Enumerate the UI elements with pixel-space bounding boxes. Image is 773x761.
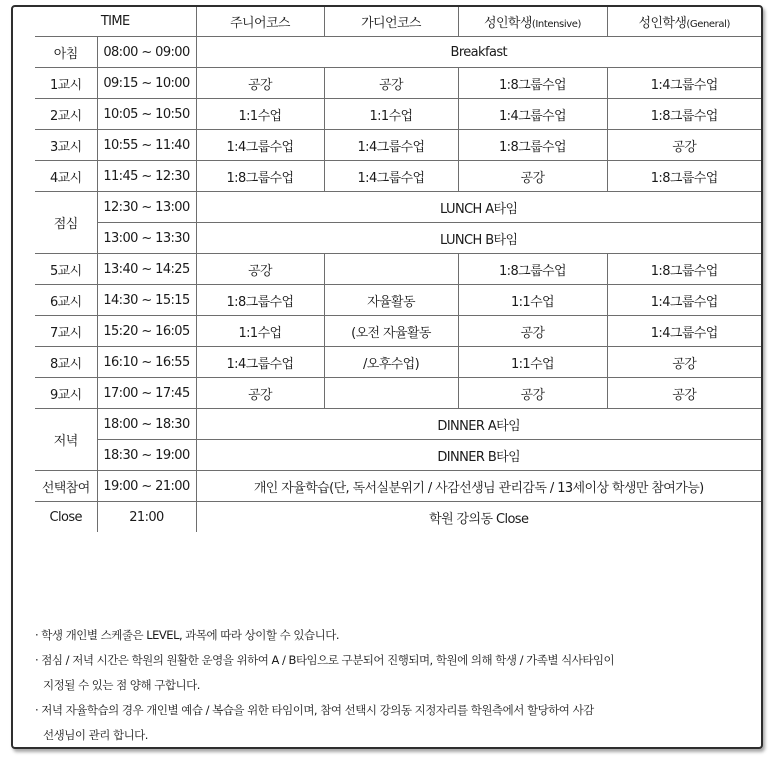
table-row-period-8 bbox=[35, 347, 761, 378]
self-study-cell: 개인 자율학습(단, 독서실분위기 / 사감선생님 관리감독 / 13세이상 학생만 참여가능) bbox=[196, 471, 761, 502]
junior-cell: 공강 bbox=[196, 254, 324, 285]
notes-section bbox=[35, 623, 735, 748]
row-label: 3교시 bbox=[35, 130, 97, 161]
header-guardian-course: 가디언코스 bbox=[324, 7, 458, 37]
guardian-cell: 공강 bbox=[324, 68, 458, 99]
row-label: Close bbox=[49, 509, 82, 525]
adult-general-cell: 1:4그룹수업 bbox=[607, 316, 761, 347]
junior-cell: 1:1수업 bbox=[196, 99, 324, 130]
guardian-cell: 자율활동 bbox=[324, 285, 458, 316]
guardian-cell: 1:4그룹수업 bbox=[324, 161, 458, 192]
breakfast-cell: Breakfast bbox=[196, 37, 761, 68]
row-label: 9교시 bbox=[35, 378, 97, 409]
adult-general-cell: 공강 bbox=[607, 347, 761, 378]
header-adult-intensive-main: 성인학생 bbox=[483, 16, 532, 31]
table-row-period-9 bbox=[35, 378, 761, 409]
row-time: 21:00 bbox=[97, 502, 196, 533]
row-time: 15:20 ~ 16:05 bbox=[97, 316, 196, 347]
guardian-cell: 1:1수업 bbox=[324, 99, 458, 130]
row-time: 18:30 ~ 19:00 bbox=[97, 440, 196, 471]
dinner-a-cell: DINNER A타임 bbox=[196, 409, 761, 440]
table-row-period-1 bbox=[35, 68, 761, 99]
note-line: · 점심 / 저녁 시간은 학원의 원활한 운영을 위하여 A / B타임으로 구분되어 진행되며, 학원에 의해 학생 / 가족별 식사타임이 bbox=[35, 653, 615, 667]
adult-general-cell: 공강 bbox=[607, 378, 761, 409]
table-row-period-3 bbox=[35, 130, 761, 161]
note-line: 선생님이 관리 합니다. bbox=[43, 728, 148, 742]
row-time: 19:00 ~ 21:00 bbox=[97, 471, 196, 502]
adult-intensive-cell: 1:1수업 bbox=[458, 347, 607, 378]
junior-cell: 1:8그룹수업 bbox=[196, 285, 324, 316]
row-label: 2교시 bbox=[35, 99, 97, 130]
row-time: 17:00 ~ 17:45 bbox=[97, 378, 196, 409]
note-line: · 저녁 자율학습의 경우 개인별 예습 / 복습을 위한 타임이며, 참여 선택시 강의동 지정자리를 학원측에서 할당하여 사감 bbox=[35, 703, 594, 717]
table-row-dinner-a bbox=[35, 409, 761, 440]
row-time: 16:10 ~ 16:55 bbox=[97, 347, 196, 378]
table-row-period-6 bbox=[35, 285, 761, 316]
lunch-b-cell: LUNCH B타임 bbox=[196, 223, 761, 254]
header-adult-general-sub: (General) bbox=[686, 19, 730, 30]
row-label: 6교시 bbox=[35, 285, 97, 316]
table-row-optional bbox=[35, 471, 761, 502]
table-header-row bbox=[35, 7, 761, 37]
row-time: 13:00 ~ 13:30 bbox=[97, 223, 196, 254]
table-row-period-4 bbox=[35, 161, 761, 192]
junior-cell: 공강 bbox=[196, 68, 324, 99]
adult-general-cell: 1:4그룹수업 bbox=[607, 285, 761, 316]
junior-cell: 1:4그룹수업 bbox=[196, 130, 324, 161]
header-adult-intensive bbox=[458, 7, 607, 37]
header-time: TIME bbox=[35, 7, 196, 37]
table-row-period-2 bbox=[35, 99, 761, 130]
row-label: 선택참여 bbox=[35, 471, 97, 502]
junior-cell: 1:8그룹수업 bbox=[196, 161, 324, 192]
row-time: 10:55 ~ 11:40 bbox=[97, 130, 196, 161]
header-adult-intensive-sub: (Intensive) bbox=[531, 19, 581, 30]
row-label: 4교시 bbox=[35, 161, 97, 192]
guardian-cell bbox=[324, 254, 458, 285]
note-line: · 학생 개인별 스케줄은 LEVEL, 과목에 따라 상이할 수 있습니다. bbox=[35, 628, 339, 642]
adult-general-cell: 1:8그룹수업 bbox=[607, 254, 761, 285]
row-time: 13:40 ~ 14:25 bbox=[97, 254, 196, 285]
header-junior-course: 주니어코스 bbox=[196, 7, 324, 37]
row-label: 5교시 bbox=[35, 254, 97, 285]
table-row-dinner-b bbox=[35, 440, 761, 471]
close-cell: 학원 강의동 Close bbox=[196, 502, 761, 533]
row-time: 18:00 ~ 18:30 bbox=[97, 409, 196, 440]
table-row-morning bbox=[35, 37, 761, 68]
row-label: 저녁 bbox=[35, 409, 97, 471]
row-time: 09:15 ~ 10:00 bbox=[97, 68, 196, 99]
row-time: 14:30 ~ 15:15 bbox=[97, 285, 196, 316]
adult-intensive-cell: 1:8그룹수업 bbox=[458, 130, 607, 161]
lunch-a-cell: LUNCH A타임 bbox=[196, 192, 761, 223]
adult-intensive-cell: 1:8그룹수업 bbox=[458, 68, 607, 99]
guardian-cell bbox=[324, 378, 458, 409]
row-label: 8교시 bbox=[35, 347, 97, 378]
adult-general-cell: 1:8그룹수업 bbox=[607, 161, 761, 192]
adult-general-cell: 공강 bbox=[607, 130, 761, 161]
adult-intensive-cell: 공강 bbox=[458, 316, 607, 347]
adult-intensive-cell: 공강 bbox=[458, 378, 607, 409]
adult-intensive-cell: 1:8그룹수업 bbox=[458, 254, 607, 285]
adult-intensive-cell: 공강 bbox=[458, 161, 607, 192]
adult-intensive-cell: 1:1수업 bbox=[458, 285, 607, 316]
row-time: 11:45 ~ 12:30 bbox=[97, 161, 196, 192]
table-row-lunch-b bbox=[35, 223, 761, 254]
junior-cell: 1:1수업 bbox=[196, 316, 324, 347]
header-adult-general bbox=[607, 7, 761, 37]
schedule-frame bbox=[11, 5, 763, 749]
note-line: 지정될 수 있는 점 양해 구합니다. bbox=[43, 678, 200, 692]
header-adult-general-main: 성인학생 bbox=[638, 16, 687, 31]
adult-general-cell: 1:4그룹수업 bbox=[607, 68, 761, 99]
row-label: 아침 bbox=[35, 37, 97, 68]
row-label: 7교시 bbox=[35, 316, 97, 347]
adult-general-cell: 1:8그룹수업 bbox=[607, 99, 761, 130]
guardian-cell: /오후수업) bbox=[324, 347, 458, 378]
table-row-period-5 bbox=[35, 254, 761, 285]
junior-cell: 1:4그룹수업 bbox=[196, 347, 324, 378]
table-row-lunch-a bbox=[35, 192, 761, 223]
guardian-cell: 1:4그룹수업 bbox=[324, 130, 458, 161]
row-time: 12:30 ~ 13:00 bbox=[97, 192, 196, 223]
adult-intensive-cell: 1:4그룹수업 bbox=[458, 99, 607, 130]
junior-cell: 공강 bbox=[196, 378, 324, 409]
dinner-b-cell: DINNER B타임 bbox=[196, 440, 761, 471]
guardian-cell: (오전 자율활동 bbox=[324, 316, 458, 347]
row-label: 1교시 bbox=[35, 68, 97, 99]
timetable bbox=[35, 7, 761, 532]
row-label: 점심 bbox=[35, 192, 97, 254]
row-time: 08:00 ~ 09:00 bbox=[97, 37, 196, 68]
table-row-period-7 bbox=[35, 316, 761, 347]
table-row-close bbox=[35, 502, 761, 533]
row-time: 10:05 ~ 10:50 bbox=[97, 99, 196, 130]
